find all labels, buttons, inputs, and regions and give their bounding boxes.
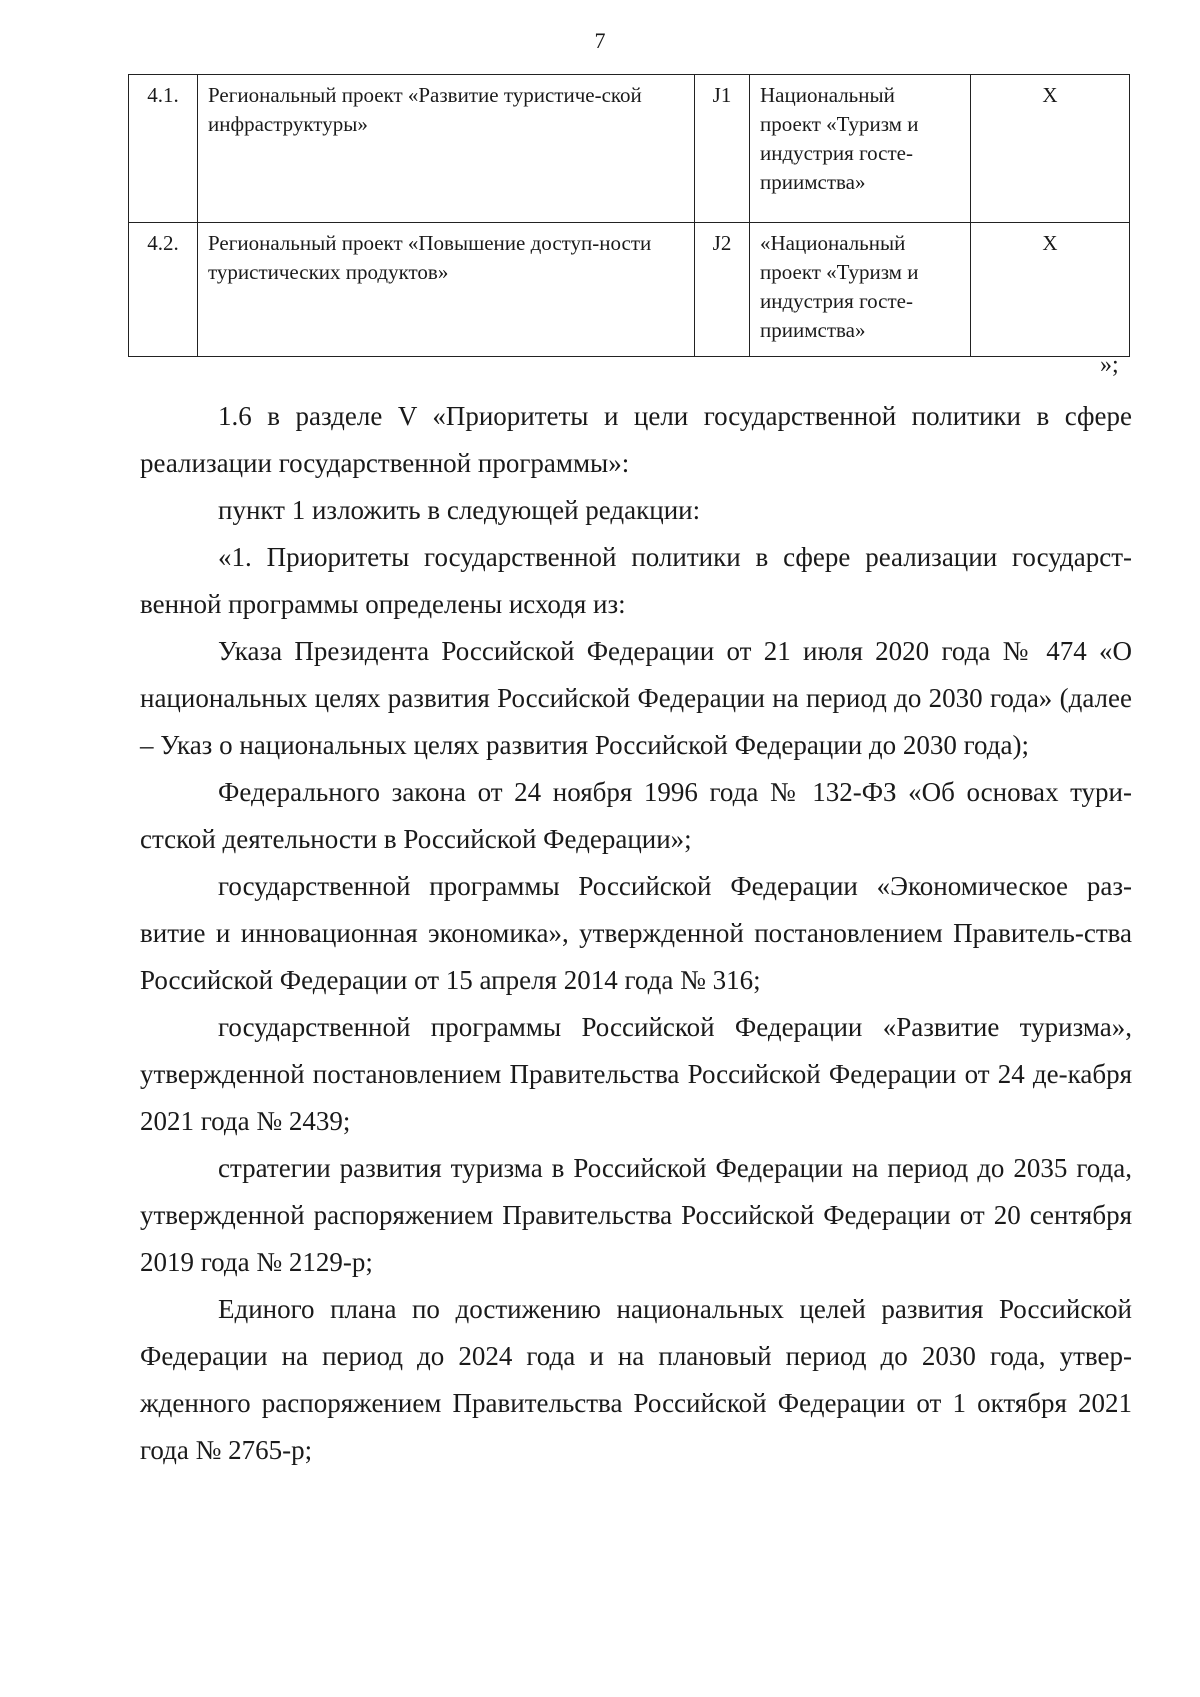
paragraph-tourism-strategy: стратегии развития туризма в Российской Федерации на период до 2035 года, утвержденной распоряжением Правительства Российской Федерации от 20 сентября 2019 года № 2129-р; bbox=[140, 1153, 1132, 1277]
table-row bbox=[129, 223, 1130, 357]
national-project: «Национальный проект «Туризм и индустрия госте-приимства» bbox=[750, 223, 971, 357]
paragraph-state-program-economy: государственной программы Российской Федерации «Экономическое раз-витие и инновационная экономика», утвержденной постановлением Правитель-ства Российской Федерации от 15 апреля 2014 года № 316; bbox=[140, 871, 1132, 995]
project-code: J1 bbox=[695, 75, 750, 223]
table-closing-quote: »; bbox=[1100, 352, 1119, 378]
mark: Х bbox=[971, 223, 1130, 357]
body-text bbox=[140, 393, 1132, 1474]
national-project: Национальный проект «Туризм и индустрия госте-приимства» bbox=[750, 75, 971, 223]
paragraph-unified-plan: Единого плана по достижению национальных целей развития Российской Федерации на период до 2024 года и на плановый период до 2030 года, утвер-жденного распоряжением Правительства Российской Федерации от 1 октября 2021 года № 2765-р; bbox=[140, 1294, 1132, 1465]
paragraph-state-program-tourism: государственной программы Российской Федерации «Развитие туризма», утвержденной постановлением Правительства Российской Федерации от 24 де-кабря 2021 года № 2439; bbox=[140, 1012, 1132, 1136]
paragraph-decree: Указа Президента Российской Федерации от 21 июля 2020 года № 474 «О национальных целях развития Российской Федерации на период до 2030 года» (далее – Указ о национальных целях развития Российской Федерации до 2030 года); bbox=[140, 636, 1132, 760]
table-row bbox=[129, 75, 1130, 223]
row-number: 4.1. bbox=[129, 75, 198, 223]
paragraph-priorities: «1. Приоритеты государственной политики в сфере реализации государст-венной программы определены исходя из: bbox=[140, 542, 1132, 619]
project-code: J2 bbox=[695, 223, 750, 357]
paragraph-federal-law: Федерального закона от 24 ноября 1996 года № 132-ФЗ «Об основах тури-стской деятельности в Российской Федерации»; bbox=[140, 777, 1132, 854]
paragraph-instruction: пункт 1 изложить в следующей редакции: bbox=[218, 495, 701, 525]
mark: Х bbox=[971, 75, 1130, 223]
row-number: 4.2. bbox=[129, 223, 198, 357]
projects-table bbox=[128, 74, 1130, 357]
project-name: Региональный проект «Развитие туристиче-ской инфраструктуры» bbox=[198, 75, 695, 223]
page-number: 7 bbox=[594, 28, 606, 53]
project-name: Региональный проект «Повышение доступ-ности туристических продуктов» bbox=[198, 223, 695, 357]
paragraph-section-intro: 1.6 в разделе V «Приоритеты и цели государственной политики в сфере реализации государственной программы»: bbox=[140, 401, 1132, 478]
